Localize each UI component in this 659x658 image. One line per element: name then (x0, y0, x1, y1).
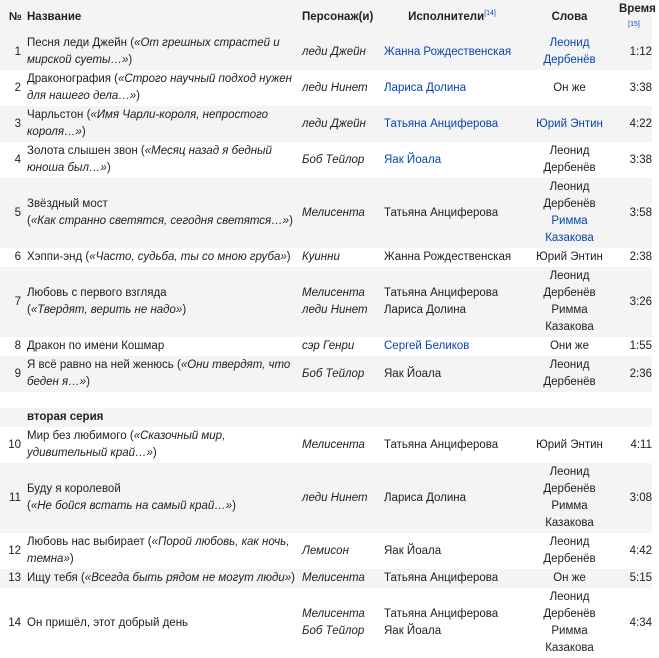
track-lyricist (523, 142, 616, 178)
lyricist-link[interactable]: Римма Казакова (545, 215, 594, 244)
track-number: 12 (0, 533, 24, 569)
section-gap (0, 392, 652, 408)
track-number: 10 (0, 427, 24, 463)
performer-name: Жанна Рождественская (384, 251, 512, 263)
track-characters (299, 356, 381, 392)
lyricist-name: Леонид Дербенёв (543, 591, 596, 620)
track-title (24, 142, 299, 178)
track-characters (299, 267, 381, 337)
performer-name: Татьяна Анциферова (384, 608, 499, 620)
track-duration: 3:58 (616, 178, 652, 248)
character-name: Лемисон (302, 544, 349, 557)
performer-link[interactable]: Татьяна Анциферова (384, 117, 499, 130)
track-performers (381, 248, 523, 267)
track-duration: 2:36 (616, 356, 652, 392)
track-characters (299, 337, 381, 356)
track-lyricist (523, 34, 616, 70)
track-title-paren-close: ) (128, 54, 133, 66)
track-quote: «От грешных страстей и мирской суеты…» (27, 37, 280, 66)
table-row (0, 178, 652, 248)
track-characters (299, 427, 381, 463)
track-title (24, 569, 299, 588)
track-duration: 5:15 (616, 569, 652, 588)
track-quote: «Имя Чарли-короля, непростого короля…» (27, 109, 269, 138)
character-name: леди Нинет (302, 81, 368, 94)
character-name: Мелисента (302, 287, 365, 299)
lyricist-link[interactable]: Леонид Дербенёв (543, 37, 596, 66)
track-lyricist (523, 463, 616, 533)
track-lyricist (523, 427, 616, 463)
track-quote: «Твердят, верить не надо» (30, 304, 183, 316)
track-title-paren-close: ) (289, 215, 293, 227)
track-duration: 3:08 (616, 463, 652, 533)
track-quote: «Порой любовь, как ночь, темна» (27, 536, 290, 565)
lyricist-name: Леонид Дербенёв (543, 466, 596, 495)
track-lyricist (523, 70, 616, 106)
performer-name: Яак Йоала (384, 625, 442, 637)
track-quote: «Строго научный подход нужен для нашего дела…» (27, 73, 293, 102)
lyricist-name: Они же (549, 340, 589, 352)
table-row (0, 356, 652, 392)
track-duration: 4:22 (616, 106, 652, 142)
header-characters: Персонаж(и) (299, 0, 381, 34)
performer-link[interactable]: Сергей Беликов (384, 340, 470, 352)
track-lyricist (523, 178, 616, 248)
character-name: Боб Тейлор (302, 153, 365, 166)
track-lyricist (523, 106, 616, 142)
track-number: 7 (0, 267, 24, 337)
track-performers (381, 34, 523, 70)
track-title (24, 427, 299, 463)
lyricist-name: Леонид Дербенёв (543, 536, 596, 565)
header-performers-label: Исполнители (408, 10, 485, 23)
section-header-spacer (0, 408, 24, 427)
character-name: Мелисента (302, 206, 365, 219)
lyricist-name: Римма Казакова (545, 500, 594, 529)
track-title-paren-close: ) (232, 500, 237, 512)
track-title-text: Он пришёл, этот добрый день (27, 616, 189, 629)
track-quote: «Сказочный мир, удивительный край…» (27, 430, 226, 459)
header-time-label: Время (619, 3, 656, 15)
table-row (0, 569, 652, 588)
track-title-text: Звёздный мост (27, 198, 108, 210)
track-number: 4 (0, 142, 24, 178)
track-characters (299, 34, 381, 70)
track-performers (381, 106, 523, 142)
track-duration: 4:42 (616, 533, 652, 569)
track-characters (299, 248, 381, 267)
track-title-text: Любовь нас выбирает ( (27, 536, 152, 548)
performers-reference-link[interactable]: [14] (484, 9, 496, 17)
performer-name: Татьяна Анциферова (384, 438, 499, 451)
performer-name: Лариса Долина (384, 491, 467, 504)
track-duration: 4:11 (616, 427, 652, 463)
performer-name: Лариса Долина (384, 304, 467, 316)
track-title-paren-close: ) (286, 251, 291, 263)
table-row (0, 533, 652, 569)
header-title: Название (24, 0, 299, 34)
track-title-text: Хэппи-энд ( (27, 251, 90, 263)
track-title-paren-open: ( (27, 304, 31, 316)
track-title (24, 70, 299, 106)
track-performers (381, 178, 523, 248)
section-gap-cell (0, 392, 652, 408)
track-lyricist (523, 569, 616, 588)
track-performers (381, 463, 523, 533)
table-header-row (0, 0, 652, 34)
lyricist-name: Он же (553, 81, 586, 94)
lyricist-link[interactable]: Юрий Энтин (536, 117, 603, 130)
track-lyricist (523, 337, 616, 356)
track-title-text: Песня леди Джейн ( (27, 37, 135, 49)
track-title (24, 267, 299, 337)
track-title (24, 356, 299, 392)
section-header-row (0, 408, 652, 427)
track-quote: «Всегда быть рядом не могут люди» (84, 572, 292, 584)
performer-name: Татьяна Анциферова (384, 287, 499, 299)
table-row (0, 142, 652, 178)
lyricist-name: Юрий Энтин (536, 438, 603, 451)
header-time (616, 0, 656, 34)
track-lyricist (523, 267, 616, 337)
track-title-paren-open: ( (27, 500, 31, 512)
table-body (0, 34, 652, 658)
table-row (0, 34, 652, 70)
performer-name: Татьяна Анциферова (384, 572, 499, 584)
table-row (0, 267, 652, 337)
character-name: леди Джейн (302, 117, 366, 130)
track-performers (381, 356, 523, 392)
track-characters (299, 178, 381, 248)
track-number: 11 (0, 463, 24, 533)
track-quote: «Не бойся встать на самый край…» (30, 500, 233, 512)
track-performers (381, 533, 523, 569)
track-duration: 3:26 (616, 267, 652, 337)
character-name: Мелисента (302, 608, 365, 620)
header-performers (381, 0, 523, 34)
header-words: Слова (523, 0, 616, 34)
track-title-text: Буду я королевой (27, 483, 121, 495)
track-title-paren-close: ) (182, 304, 187, 316)
table-row (0, 70, 652, 106)
character-name: леди Нинет (302, 491, 368, 504)
track-characters (299, 142, 381, 178)
track-title-text: Я всё равно на ней женюсь ( (27, 359, 181, 371)
track-title (24, 34, 299, 70)
track-title-text: Ищу тебя ( (27, 572, 85, 584)
track-title-paren-close: ) (136, 90, 140, 102)
track-title (24, 588, 299, 658)
track-title-paren-close: ) (291, 572, 296, 584)
lyricist-name: Римма Казакова (545, 625, 594, 654)
track-performers (381, 427, 523, 463)
track-characters (299, 70, 381, 106)
track-title (24, 533, 299, 569)
track-title-text: Любовь с первого взгляда (27, 287, 167, 299)
track-title-text: Чарльстон ( (27, 109, 91, 121)
lyricist-name: Леонид Дербенёв (543, 145, 596, 174)
table-row (0, 337, 652, 356)
track-title (24, 248, 299, 267)
track-title-text: Золота слышен звон ( (27, 145, 145, 157)
time-reference-link[interactable]: [15] (628, 21, 640, 28)
track-characters (299, 533, 381, 569)
track-number: 1 (0, 34, 24, 70)
track-duration: 2:38 (616, 248, 652, 267)
track-title-paren-close: ) (69, 553, 74, 565)
track-title-paren-close: ) (81, 126, 86, 138)
track-performers (381, 70, 523, 106)
performer-name: Татьяна Анциферова (384, 206, 499, 219)
header-num: № (0, 0, 24, 34)
track-number: 14 (0, 588, 24, 658)
track-number: 8 (0, 337, 24, 356)
track-lyricist (523, 356, 616, 392)
lyricist-name: Леонид Дербенёв (543, 181, 596, 210)
section-header-label: вторая серия (24, 408, 652, 427)
track-performers (381, 142, 523, 178)
track-lyricist (523, 248, 616, 267)
track-title (24, 337, 299, 356)
lyricist-name: Юрий Энтин (536, 251, 603, 263)
lyricist-name: Леонид Дербенёв (543, 270, 596, 299)
track-title-paren-close: ) (86, 376, 90, 388)
performer-link[interactable]: Лариса Долина (384, 81, 467, 94)
character-name: Куинни (302, 251, 340, 263)
track-number: 5 (0, 178, 24, 248)
track-quote: «Как странно светятся, сегодня светятся…» (30, 215, 290, 227)
track-performers (381, 569, 523, 588)
track-quote: «Они твердят, что беден я…» (27, 359, 291, 388)
track-duration: 4:34 (616, 588, 652, 658)
lyricist-name: Римма Казакова (545, 304, 594, 333)
track-duration: 1:55 (616, 337, 652, 356)
track-performers (381, 267, 523, 337)
track-title-paren-close: ) (152, 447, 157, 459)
track-title-text: Мир без любимого ( (27, 430, 134, 442)
table-row (0, 427, 652, 463)
table-row (0, 106, 652, 142)
track-performers (381, 337, 523, 356)
performer-link[interactable]: Жанна Рождественская (384, 45, 512, 58)
track-duration: 3:38 (616, 70, 652, 106)
track-title (24, 463, 299, 533)
track-performers (381, 588, 523, 658)
track-title (24, 178, 299, 248)
lyricist-name: Леонид Дербенёв (543, 359, 596, 388)
character-name: Боб Тейлор (302, 367, 365, 380)
track-duration: 3:38 (616, 142, 652, 178)
character-name: Мелисента (302, 572, 365, 584)
track-number: 3 (0, 106, 24, 142)
character-name: леди Нинет (302, 304, 368, 316)
character-name: Мелисента (302, 438, 365, 451)
track-lyricist (523, 533, 616, 569)
table-row (0, 463, 652, 533)
track-number: 9 (0, 356, 24, 392)
track-number: 13 (0, 569, 24, 588)
performer-name: Яак Йоала (384, 367, 442, 380)
track-number: 2 (0, 70, 24, 106)
track-title-text: Дракон по имени Кошмар (27, 340, 165, 352)
character-name: сэр Генри (302, 340, 355, 352)
track-characters (299, 588, 381, 658)
track-title-text: Драконография ( (27, 73, 119, 85)
track-number: 6 (0, 248, 24, 267)
track-characters (299, 106, 381, 142)
track-duration: 1:12 (616, 34, 652, 70)
track-characters (299, 569, 381, 588)
track-quote: «Часто, судьба, ты со мною груба» (89, 251, 287, 263)
track-title-paren-close: ) (106, 162, 111, 174)
track-lyricist (523, 588, 616, 658)
performer-name: Яак Йоала (384, 544, 442, 557)
character-name: Боб Тейлор (302, 625, 365, 637)
table-row (0, 588, 652, 658)
track-title-paren-open: ( (27, 215, 31, 227)
track-characters (299, 463, 381, 533)
lyricist-name: Он же (553, 572, 586, 584)
performer-link[interactable]: Яак Йоала (384, 153, 442, 166)
track-quote: «Месяц назад я бедный юноша был…» (27, 145, 272, 174)
track-title (24, 106, 299, 142)
table-row (0, 248, 652, 267)
character-name: леди Джейн (302, 45, 366, 58)
